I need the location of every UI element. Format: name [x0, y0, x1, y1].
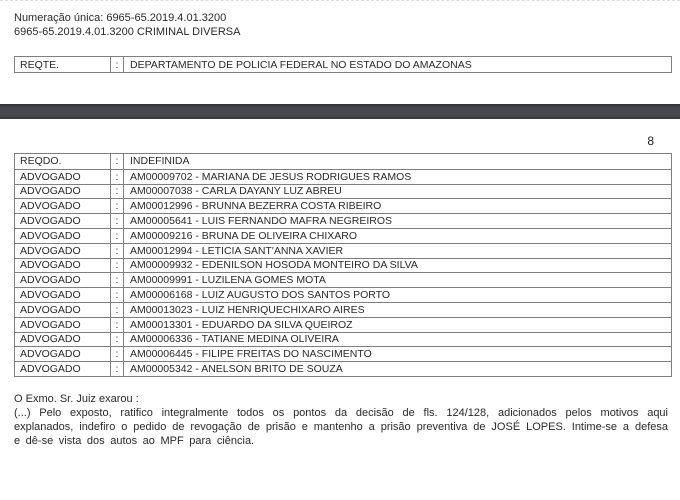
page-break-bar	[0, 104, 680, 119]
separator-colon: :	[111, 170, 124, 184]
party-role-label: ADVOGADO	[15, 185, 111, 199]
separator-colon: :	[111, 333, 124, 347]
party-role-label: ADVOGADO	[15, 170, 111, 184]
party-name: AM00006336 - TATIANE MEDINA OLIVEIRA	[130, 333, 339, 346]
separator-colon: :	[111, 214, 124, 228]
party-role-label: ADVOGADO	[15, 303, 111, 317]
party-name: AM00005641 - LUIS FERNANDO MAFRA NEGREIROS	[130, 215, 392, 228]
judge-decision-block	[14, 392, 668, 448]
party-name: AM00012996 - BRUNNA BEZERRA COSTA RIBEIRO	[130, 200, 382, 213]
case-number-line: Numeração única: 6965-65.2019.4.01.3200	[14, 12, 227, 24]
decision-intro-line: O Exmo. Sr. Juiz exarou :	[14, 393, 139, 405]
party-role-label: ADVOGADO	[15, 288, 111, 302]
table-row	[15, 169, 671, 184]
party-name: AM00009991 - LUZILENA GOMES MOTA	[130, 274, 326, 287]
table-row	[15, 154, 671, 169]
table-row	[15, 346, 671, 361]
separator-colon: :	[111, 57, 124, 72]
separator-colon: :	[111, 229, 124, 243]
party-name: INDEFINIDA	[130, 155, 190, 168]
party-name: AM00009932 - EDENILSON HOSODA MONTEIRO DA SILVA	[130, 259, 418, 272]
page-top-remnant-line	[0, 0, 680, 1]
party-role-label: ADVOGADO	[15, 333, 111, 347]
separator-colon: :	[111, 259, 124, 273]
separator-colon: :	[111, 347, 124, 361]
party-role-label: ADVOGADO	[15, 259, 111, 273]
table-row	[15, 57, 671, 72]
table-row	[15, 243, 671, 258]
party-role-label: ADVOGADO	[15, 229, 111, 243]
separator-colon: :	[111, 154, 124, 169]
party-role-label: ADVOGADO	[15, 273, 111, 287]
table-row	[15, 317, 671, 332]
table-row	[15, 361, 671, 376]
party-role-label: REQTE.	[15, 57, 111, 72]
separator-colon: :	[111, 288, 124, 302]
party-name: AM00012994 - LETICIA SANT'ANNA XAVIER	[130, 244, 344, 257]
table-row	[15, 258, 671, 273]
parties-table	[14, 153, 672, 377]
separator-colon: :	[111, 303, 124, 317]
party-role-label: ADVOGADO	[15, 347, 111, 361]
table-row	[15, 302, 671, 317]
decision-body-text: (...) Pelo exposto, ratifico integralmente todos os pontos da decisão de fls. 124/128, adicionados pelos motivos aqui explanados, indefiro o pedido de revogação de prisão e mantenho a prisão preventiva de JOSÉ LOPES. Intime-se a defesa e dê-se vista dos autos ao MPF para ciência.	[14, 407, 668, 447]
reqte-table	[14, 56, 672, 73]
table-row	[15, 184, 671, 199]
party-name: AM00013023 - LUIZ HENRIQUECHIXARO AIRES	[130, 303, 365, 316]
party-name: AM00009216 - BRUNA DE OLIVEIRA CHIXARO	[130, 229, 358, 242]
party-role-label: ADVOGADO	[15, 214, 111, 228]
party-name: AM00009702 - MARIANA DE JESUS RODRIGUES RAMOS	[130, 170, 412, 183]
case-header	[14, 12, 668, 39]
separator-colon: :	[111, 273, 124, 287]
party-role-label: ADVOGADO	[15, 244, 111, 258]
party-role-label: ADVOGADO	[15, 362, 111, 376]
table-row	[15, 213, 671, 228]
separator-colon: :	[111, 185, 124, 199]
party-name: AM00005342 - ANELSON BRITO DE SOUZA	[130, 363, 343, 376]
separator-colon: :	[111, 199, 124, 213]
party-role-label: REQDO.	[15, 154, 111, 169]
case-class-line: 6965-65.2019.4.01.3200 CRIMINAL DIVERSA	[14, 25, 241, 38]
party-name: AM00006445 - FILIPE FREITAS DO NASCIMENTO	[130, 348, 372, 361]
separator-colon: :	[111, 318, 124, 332]
page-number: 8	[647, 134, 654, 148]
table-row	[15, 287, 671, 302]
table-row	[15, 198, 671, 213]
party-role-label: ADVOGADO	[15, 199, 111, 213]
separator-colon: :	[111, 244, 124, 258]
party-name: AM00007038 - CARLA DAYANY LUZ ABREU	[130, 185, 342, 198]
table-row	[15, 228, 671, 243]
party-name: AM00006168 - LUIZ AUGUSTO DOS SANTOS PORTO	[130, 289, 391, 302]
party-name: AM00013301 - EDUARDO DA SILVA QUEIROZ	[130, 318, 353, 331]
party-role-label: ADVOGADO	[15, 318, 111, 332]
table-row	[15, 332, 671, 347]
party-name: DEPARTAMENTO DE POLICIA FEDERAL NO ESTADO DO AMAZONAS	[130, 58, 472, 71]
separator-colon: :	[111, 362, 124, 376]
table-row	[15, 272, 671, 287]
